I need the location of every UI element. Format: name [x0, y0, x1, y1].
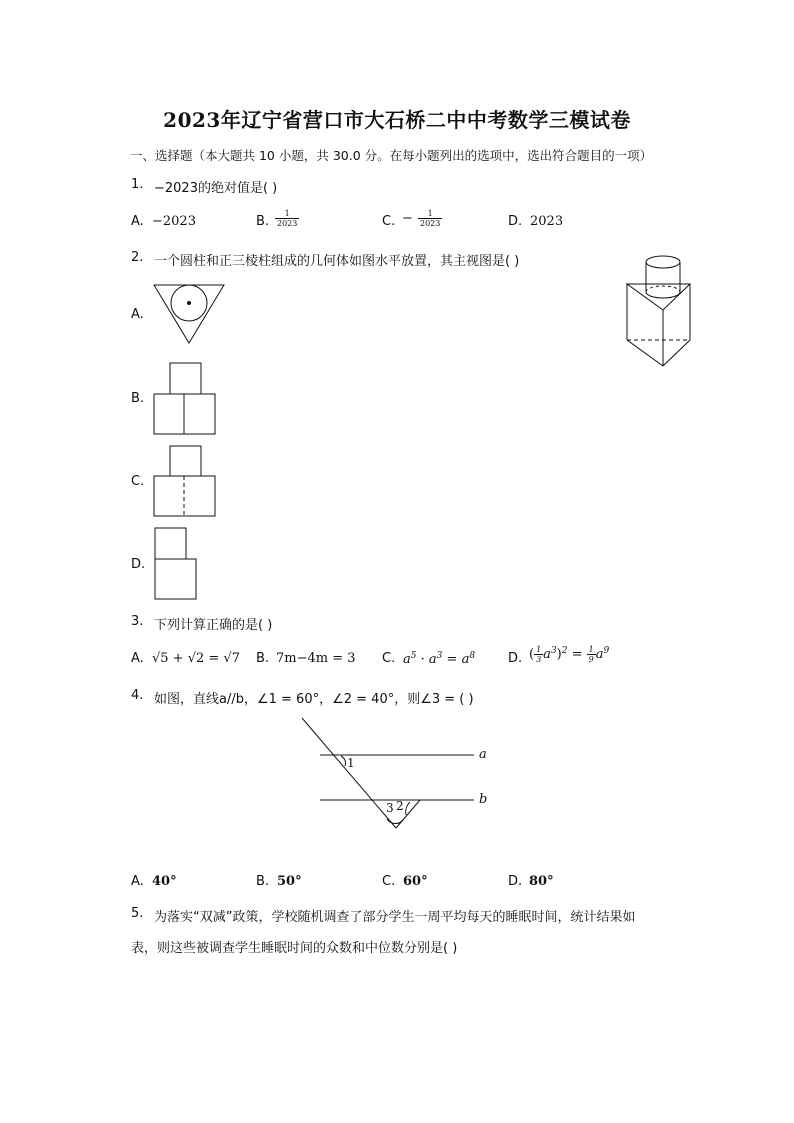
q3-d-num1: 1 — [536, 645, 542, 654]
q1-option-b-fraction — [275, 208, 299, 228]
q1-option-b-label: B. — [256, 214, 270, 229]
q4-parallel-lines-figure — [300, 716, 500, 836]
q3-number: 3. — [131, 614, 144, 629]
q4-label-angle1: 1 — [347, 756, 355, 770]
q4-option-c-label: C. — [382, 874, 396, 889]
q3-d-a: a — [543, 647, 551, 662]
q2-option-a-figure — [152, 283, 228, 345]
q3-c-exp1: 5 — [410, 651, 417, 661]
q3-d-den2: 9 — [588, 655, 594, 664]
q4-label-b: b — [479, 792, 488, 807]
q1-c-denominator: 2023 — [420, 219, 441, 228]
q3-d-exp1: 3 — [550, 646, 557, 656]
q5-line1: 为落实“双减”政策，学校随机调查了部分学生一周平均每天的睡眠时间，统计结果如 — [154, 910, 636, 925]
q1-option-c-fraction — [402, 208, 442, 228]
q1-b-denominator: 2023 — [277, 219, 298, 228]
q2-number: 2. — [131, 250, 144, 265]
q3-option-a-expr: √5 + √2 = √7 — [152, 651, 240, 666]
q3-d-den1: 3 — [536, 655, 542, 664]
q3-d-exp3: 9 — [603, 646, 610, 656]
page-title: 2023年辽宁省营口市大石桥二中中考数学三模试卷 — [163, 108, 631, 132]
q3-option-a-label: A. — [131, 651, 144, 666]
q3-c-base1: a — [403, 652, 411, 667]
q4-label-a: a — [479, 747, 487, 762]
q3-c-exp3: 8 — [469, 651, 476, 661]
q2-option-b-figure — [153, 362, 217, 436]
q3-d-exp2: 2 — [561, 646, 568, 656]
q2-option-d-figure — [154, 527, 200, 601]
q3-c-exp2: 3 — [436, 651, 443, 661]
q1-b-numerator: 1 — [275, 209, 299, 219]
q2-option-c-figure — [153, 445, 217, 519]
q4-option-a-value: 40° — [152, 874, 177, 889]
q3-stem: 下列计算正确的是( ) — [154, 618, 273, 633]
q2-option-b-label: B. — [131, 391, 145, 406]
q4-option-c-value: 60° — [403, 874, 428, 889]
q1-c-numerator: 1 — [418, 209, 442, 219]
q5-line2: 表，则这些被调查学生睡眠时间的众数和中位数分别是( ) — [131, 941, 458, 956]
q4-label-angle3: 3 — [386, 801, 394, 815]
q4-option-d-value: 80° — [529, 874, 554, 889]
q3-option-d-label: D. — [508, 651, 523, 666]
q1-c-sign: − — [402, 211, 413, 226]
q3-c-dot: · — [416, 652, 429, 667]
q1-option-c-label: C. — [382, 214, 396, 229]
q3-option-c-label: C. — [382, 651, 396, 666]
q3-c-base2: a — [428, 652, 437, 667]
q2-stem: 一个圆柱和正三棱柱组成的几何体如图水平放置，其主视图是( ) — [154, 254, 520, 269]
q3-d-eq: = — [567, 647, 587, 662]
q1-option-a-value: −2023 — [152, 214, 196, 229]
q3-option-c-expr — [403, 651, 475, 667]
section-heading: 一、选择题（本大题共 10 小题，共 30.0 分。在每小题列出的选项中，选出符合题目的一项） — [130, 148, 653, 163]
q3-d-num2: 1 — [588, 645, 594, 654]
q1-stem: −2023的绝对值是( ) — [154, 181, 278, 196]
q1-option-a-label: A. — [131, 214, 144, 229]
q4-label-angle2: 2 — [396, 799, 404, 813]
q5-number: 5. — [131, 906, 144, 921]
q3-option-b-expr: 7m−4m = 3 — [276, 651, 356, 666]
q3-d-a2: a — [595, 647, 604, 662]
q2-option-c-label: C. — [131, 474, 145, 489]
q3-d-open: ( — [529, 647, 535, 662]
transversal-1 — [302, 718, 396, 828]
q3-option-b-label: B. — [256, 651, 270, 666]
q3-option-d-expr — [529, 645, 609, 664]
q4-option-b-value: 50° — [277, 874, 302, 889]
q1-option-d-value: 2023 — [530, 214, 564, 229]
q3-c-eq: = a — [442, 652, 470, 667]
q4-stem: 如图，直线a//b，∠1 = 60°，∠2 = 40°，则∠3 = ( ) — [154, 692, 474, 707]
q4-option-d-label: D. — [508, 874, 523, 889]
q4-number: 4. — [131, 688, 144, 703]
q1-number: 1. — [131, 177, 144, 192]
q1-option-d-label: D. — [508, 214, 523, 229]
q4-option-a-label: A. — [131, 874, 144, 889]
q2-solid-figure — [600, 250, 710, 375]
q2-option-a-label: A. — [131, 307, 144, 322]
q3-d-close: ) — [556, 647, 562, 662]
q4-option-b-label: B. — [256, 874, 270, 889]
q2-option-d-label: D. — [131, 557, 146, 572]
